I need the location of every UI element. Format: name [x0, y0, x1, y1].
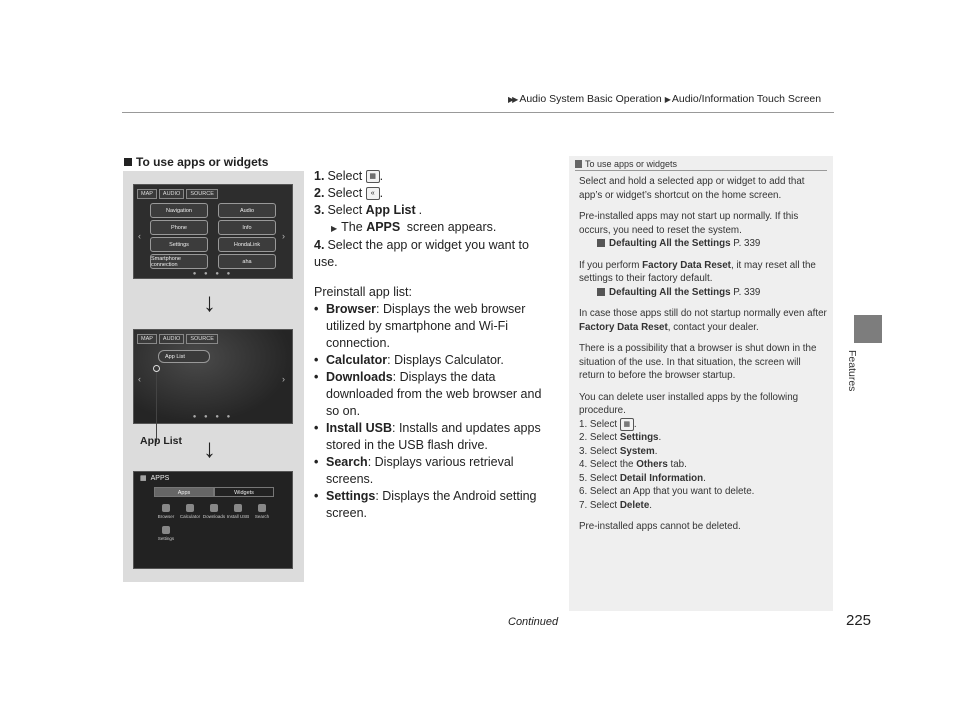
screen-topbar: [137, 189, 218, 199]
screen-button: MAP: [137, 189, 157, 199]
screen-tile: Phone: [150, 220, 208, 235]
app-list-pill: [158, 350, 210, 363]
breadcrumb-arrow-icon: ▶▶: [508, 94, 517, 104]
chevron-left-icon: ‹: [138, 231, 141, 241]
reference-icon: [597, 239, 605, 247]
callout-marker-icon: [153, 365, 160, 372]
screen-tile: Info: [218, 220, 276, 235]
home-button-icon: ▦: [366, 170, 380, 183]
apps-tabs: [154, 487, 274, 497]
app-icon-settings: Settings: [154, 526, 178, 541]
step-4: 4. Select the app or widget you want to use.: [314, 238, 529, 269]
page-dots-icon: ● ● ● ●: [192, 271, 234, 277]
step-3-result: ▶ The APPS screen appears.: [331, 220, 497, 234]
note-body: [579, 175, 827, 542]
procedure-step: 6. Select an App that you want to delete.: [579, 486, 755, 498]
screen-tile: Audio: [218, 203, 276, 218]
note-paragraph: In case those apps still do not startup normally even after Factory Data Reset, contact your dealer.: [579, 308, 827, 333]
app-icon-downloads: Downloads: [202, 504, 226, 519]
list-item: • Browser: Displays the web browser utilized by smartphone and Wi-Fi connection.: [314, 301, 554, 352]
app-list-screen-image: [133, 329, 293, 424]
list-item: • Downloads: Displays the data downloaded from the web browser and so on.: [314, 369, 554, 420]
chapter-tab-text: Features: [846, 350, 858, 392]
chevron-right-icon: ›: [282, 231, 285, 241]
step-1: 1. Select ▦ .: [314, 169, 384, 183]
page-number: 225: [846, 612, 872, 629]
chapter-tab-marker: [854, 315, 882, 343]
screen-button: SOURCE: [186, 334, 218, 344]
instruction-steps: [314, 168, 554, 522]
note-paragraph: Select and hold a selected app or widget to add that app’s or widget’s shortcut on the home screen.: [579, 176, 805, 201]
screen-button: SOURCE: [186, 189, 218, 199]
breadcrumb-item[interactable]: Audio/Information Touch Screen: [671, 93, 822, 105]
note-box: [569, 156, 833, 611]
list-item: • Install USB: Installs and updates apps stored in the USB flash drive.: [314, 420, 554, 454]
apps-screen-title: APPS: [150, 474, 170, 482]
section-title: [124, 155, 268, 169]
cross-reference-link[interactable]: Defaulting All the Settings P. 339: [579, 286, 827, 300]
note-paragraph: Pre-installed apps cannot be deleted.: [579, 521, 741, 533]
procedure-step: 3. Select System.: [579, 445, 658, 457]
step-3: 3. Select App List .: [314, 203, 423, 217]
chevron-right-icon: ›: [282, 374, 285, 384]
arrow-down-icon: ↓: [203, 433, 216, 463]
cross-reference-link[interactable]: Defaulting All the Settings P. 339: [579, 237, 827, 251]
note-divider: [575, 170, 827, 171]
preinstall-heading: Preinstall app list:: [314, 285, 412, 299]
screen-button: AUDIO: [159, 189, 184, 199]
list-item: • Search: Displays various retrieval screens.: [314, 454, 554, 488]
callout-label: App List: [140, 435, 182, 447]
procedure-step: 2. Select Settings.: [579, 432, 662, 444]
back-arrows-icon: «: [366, 187, 380, 200]
apps-screen-header: [134, 472, 292, 484]
procedure-step: 1. Select ▦ .: [579, 418, 637, 430]
reference-icon: [597, 288, 605, 296]
procedure-step: 5. Select Detail Information.: [579, 472, 706, 484]
tab-widgets: Widgets: [214, 487, 274, 497]
home-screen-image: [133, 184, 293, 279]
note-marker-icon: [575, 160, 582, 168]
section-title-text: To use apps or widgets: [136, 155, 269, 169]
breadcrumb-item[interactable]: Audio System Basic Operation: [519, 93, 662, 105]
app-icon-install-usb: Install USB: [226, 504, 250, 519]
screen-tile: aha: [218, 254, 276, 269]
screen-tile: Settings: [150, 237, 208, 252]
note-paragraph: If you perform Factory Data Reset, it may reset all the settings to their factory default. Defaulting All the Settings P. 339: [579, 259, 827, 300]
note-paragraph: There is a possibility that a browser is shut down in the situation of the use. In that situation, the screen will return to before the browser startup.: [579, 343, 817, 381]
home-button-icon: ▦: [620, 418, 634, 431]
app-icon-search: Search: [250, 504, 274, 519]
app-icon-calculator: Calculator: [178, 504, 202, 519]
chapter-tab-label: [846, 350, 881, 420]
screen-button: AUDIO: [159, 334, 184, 344]
app-list-pill-text: App List: [165, 353, 185, 360]
note-title: To use apps or widgets: [575, 159, 677, 169]
breadcrumb: [508, 93, 821, 105]
list-item: • Settings: Displays the Android setting screen.: [314, 488, 554, 522]
screen-tile: Navigation: [150, 203, 208, 218]
arrow-down-icon: ↓: [203, 287, 216, 317]
grid-icon: ▦: [140, 475, 147, 482]
note-paragraph: You can delete user installed apps by the following procedure. 1. Select ▦ . 2. Select Settings. 3. Select System. 4. Select the Others tab. 5. Select Detail Information. 6. Select an App that you want to delete. 7. Select Delete.: [579, 391, 827, 513]
procedure-step: 7. Select Delete.: [579, 499, 652, 511]
app-icon-browser: Browser: [154, 504, 178, 519]
header-divider: [122, 112, 834, 113]
note-paragraph: Pre-installed apps may not start up normally. If this occurs, you need to reset the system. Defaulting All the Settings P. 339: [579, 210, 827, 251]
breadcrumb-arrow-icon: ▶: [664, 94, 669, 104]
screen-tile: Smartphone connection: [150, 254, 208, 269]
continued-label: Continued: [508, 616, 559, 628]
screen-tile: HondaLink: [218, 237, 276, 252]
chevron-left-icon: ‹: [138, 374, 141, 384]
screen-button: MAP: [137, 334, 157, 344]
apps-screen-image: [133, 471, 293, 569]
callout-line: [156, 372, 157, 442]
square-bullet-icon: [124, 158, 132, 166]
screen-topbar: [137, 334, 218, 344]
illustration-panel: [123, 171, 304, 582]
page-dots-icon: ● ● ● ●: [192, 414, 234, 420]
procedure-step: 4. Select the Others tab.: [579, 459, 687, 471]
tab-apps: Apps: [154, 487, 214, 497]
list-item: • Calculator: Displays Calculator.: [314, 352, 554, 369]
result-arrow-icon: ▶: [331, 224, 336, 233]
step-2: 2. Select « .: [314, 186, 384, 200]
